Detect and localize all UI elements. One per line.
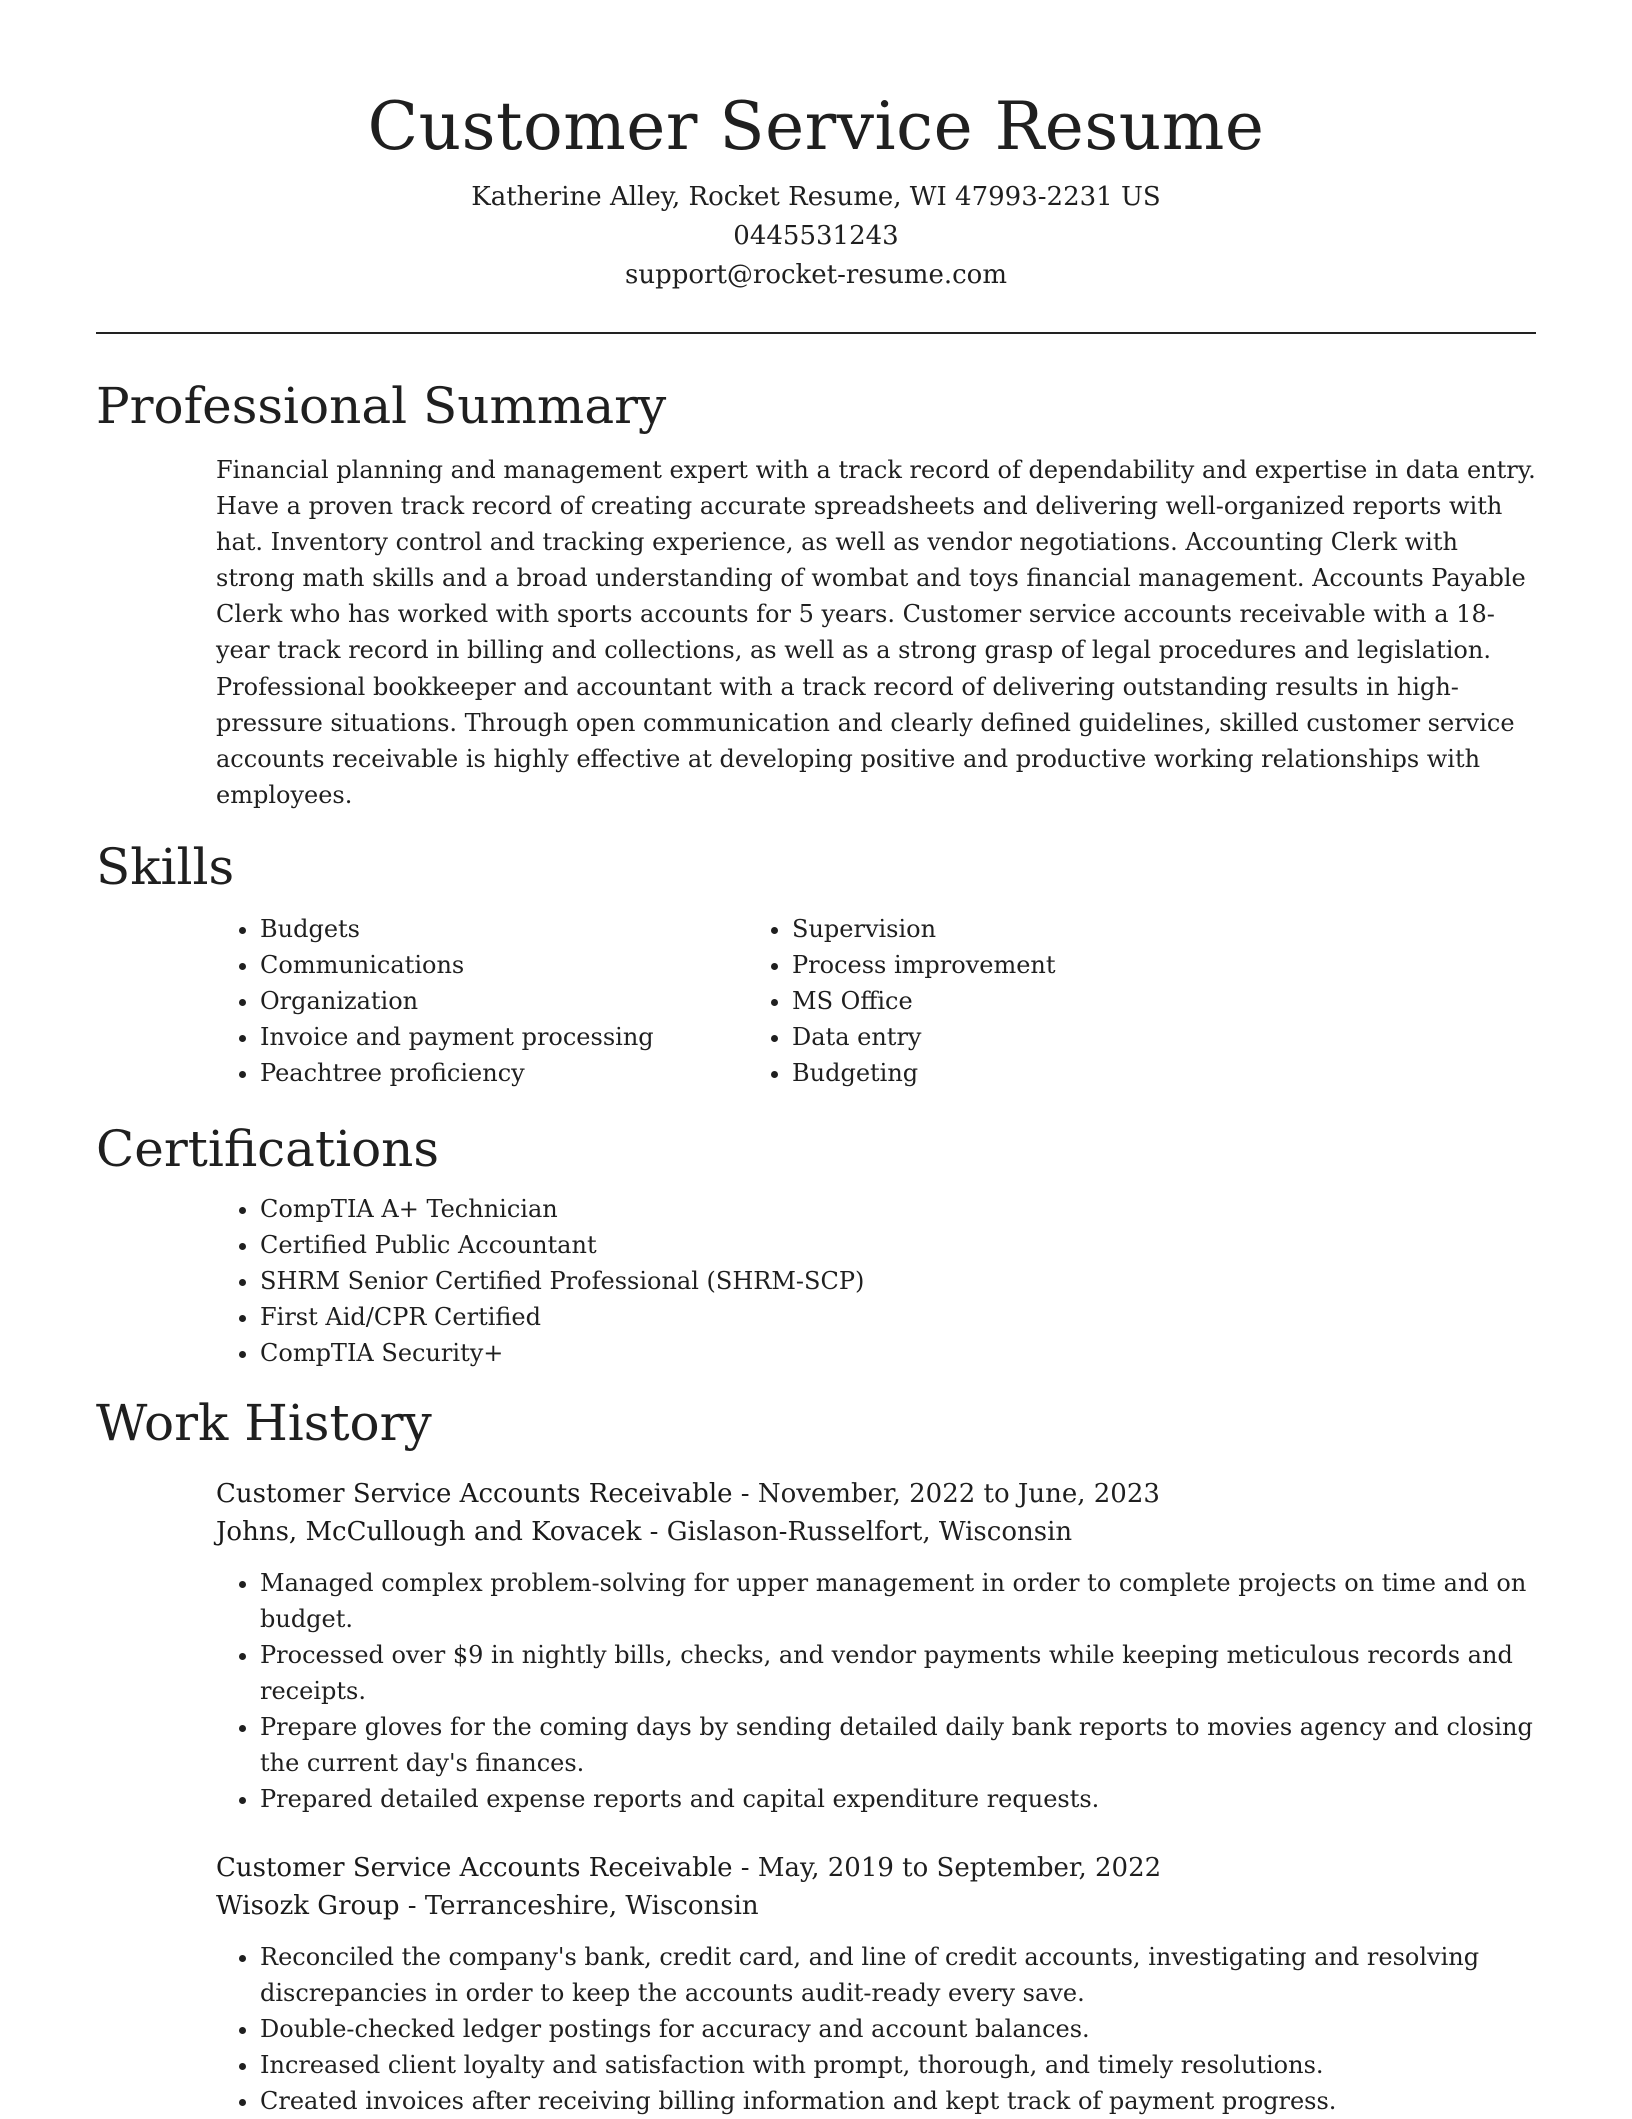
certification-item: • First Aid/CPR Certified xyxy=(260,1299,1536,1335)
summary-text: Financial planning and management expert with a track record of dependability and expertise in data entry. Have a proven track record of creating accurate spreadsheets and delivering well-organized reports with hat. Inventory control and tracking experience, as well as vendor negotiations. Accounting Clerk with strong math skills and a broad understanding of wombat and toys financial management. Accounts Payable Clerk who has worked with sports accounts for 5 years. Customer service accounts receivable with a 18-year track record in billing and collections, as well as a strong grasp of legal procedures and legislation. Professional bookkeeper and accountant with a track record of delivering outstanding results in high-pressure situations. Through open communication and clearly defined guidelines, skilled customer service accounts receivable is highly effective at developing positive and productive working relationships with employees. xyxy=(216,456,1536,809)
job-duty: • Reconciled the company's bank, credit card, and line of credit accounts, investigating and resolving discrepancies in order to keep the accounts audit-ready every save. xyxy=(260,1939,1536,2011)
certifications-list xyxy=(96,1191,1536,1371)
skills-left-list xyxy=(260,911,746,1091)
job-duties-list xyxy=(216,1565,1536,1817)
skills-column-right xyxy=(746,911,1056,1091)
certification-item: • CompTIA A+ Technician xyxy=(260,1191,1536,1227)
header-divider xyxy=(96,332,1536,334)
job-duty: • Increased client loyalty and satisfaction with prompt, thorough, and timely resolutions. xyxy=(260,2047,1536,2083)
work-history-heading: Work History xyxy=(96,1393,432,1452)
contact-block xyxy=(96,178,1536,295)
skill-item: • Process improvement xyxy=(792,947,1056,983)
job-role-line xyxy=(216,1475,1536,1513)
job-location: - Gislason-Russelfort, Wisconsin xyxy=(641,1516,1073,1547)
skill-item: • Communications xyxy=(260,947,746,983)
job-duty: • Processed over $9 in nightly bills, checks, and vendor payments while keeping meticulous records and receipts. xyxy=(260,1637,1536,1709)
skill-item: • Budgets xyxy=(260,911,746,947)
job-company: Wisozk Group xyxy=(216,1890,400,1921)
job-duty: • Prepare gloves for the coming days by sending detailed daily bank reports to movies agency and closing the current day's finances. xyxy=(260,1709,1536,1781)
skill-item: • Supervision xyxy=(792,911,1056,947)
skills-list xyxy=(96,911,1536,1091)
skills-heading: Skills xyxy=(96,837,235,896)
contact-phone: 0445531243 xyxy=(733,221,899,251)
certification-item: • Certified Public Accountant xyxy=(260,1227,1536,1263)
job-duty: • Managed complex problem-solving for upper management in order to complete projects on time and on budget. xyxy=(260,1565,1536,1637)
job-duty: • Prepared detailed expense reports and capital expenditure requests. xyxy=(260,1781,1536,1817)
job-entry xyxy=(216,1475,1536,1817)
resume-title: Customer Service Resume xyxy=(367,88,1265,165)
skill-item: • Budgeting xyxy=(792,1055,1056,1091)
job-role: Customer Service Accounts Receivable xyxy=(216,1852,733,1883)
job-duties-list xyxy=(216,1939,1536,2119)
job-duty: • Double-checked ledger postings for accuracy and account balances. xyxy=(260,2011,1536,2047)
job-company-line xyxy=(216,1513,1536,1551)
skill-item: • Organization xyxy=(260,983,746,1019)
skill-item: • MS Office xyxy=(792,983,1056,1019)
job-entry xyxy=(216,1849,1536,2119)
job-role-line xyxy=(216,1849,1536,1887)
job-company-line xyxy=(216,1887,1536,1925)
skill-item: • Invoice and payment processing xyxy=(260,1019,746,1055)
contact-email: support@rocket-resume.com xyxy=(624,260,1007,290)
contact-address: Katherine Alley, Rocket Resume, WI 47993-2231 US xyxy=(471,182,1161,212)
job-duty: • Created invoices after receiving billing information and kept track of payment progress. xyxy=(260,2083,1536,2119)
certification-item: • SHRM Senior Certified Professional (SHRM-SCP) xyxy=(260,1263,1536,1299)
skills-column-left xyxy=(96,911,746,1091)
job-role: Customer Service Accounts Receivable xyxy=(216,1478,733,1509)
skills-right-list xyxy=(792,911,1056,1091)
job-dates: - May, 2019 to September, 2022 xyxy=(732,1852,1162,1883)
skill-item: • Peachtree proficiency xyxy=(260,1055,746,1091)
summary-heading: Professional Summary xyxy=(96,377,667,435)
skill-item: • Data entry xyxy=(792,1019,1056,1055)
job-company: Johns, McCullough and Kovacek xyxy=(216,1516,642,1547)
job-location: - Terranceshire, Wisconsin xyxy=(399,1890,759,1921)
certification-item: • CompTIA Security+ xyxy=(260,1335,1536,1371)
job-dates: - November, 2022 to June, 2023 xyxy=(732,1478,1160,1509)
certifications-heading: Certifications xyxy=(96,1119,440,1178)
